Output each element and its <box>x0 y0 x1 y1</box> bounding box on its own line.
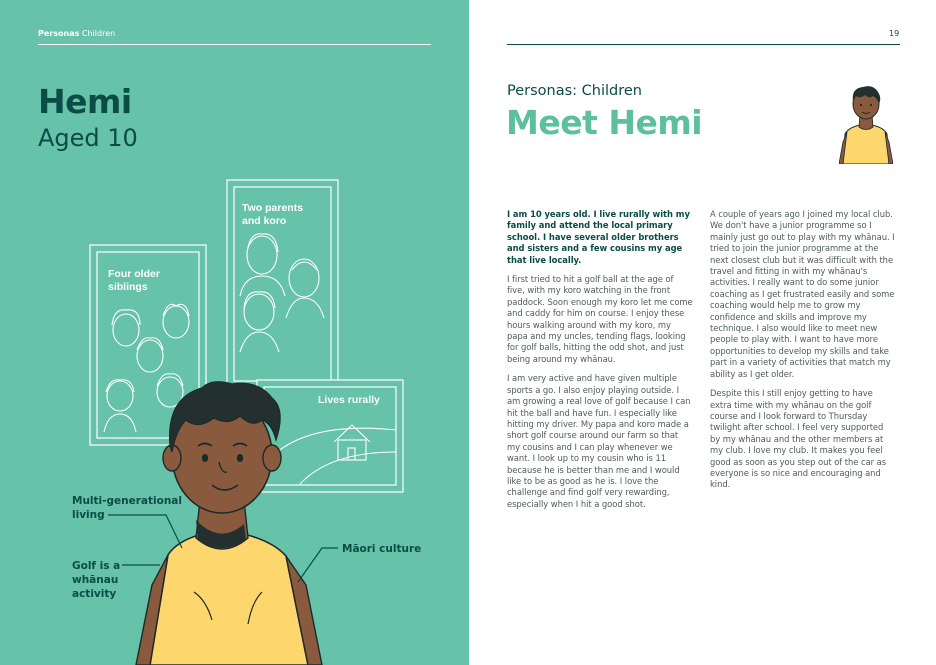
paragraph-club: A couple of years ago I joined my local club. We don't have a junior programme so I mainly just go out to play with my whānau. I tried to join the junior programme at the next closest club but it was difficult with the travel and fitting in with my whānau's activities. I really want to do some junior coaching as I get frustrated easily and some coaching would help me to grow my confidence and skills and improve my technique. I also would like to meet new people to play with. I want to have more opportunities to develop my skills and take part in a variety of activities that match my ability as I get older. <box>710 209 895 379</box>
frame-siblings-line1: Four older <box>108 268 160 280</box>
paragraph-support: Despite this I still enjoy getting to have extra time with my whānau on the golf course and I look forward to Thursday twilight after school. I feel very supported by my whānau and the other members at my club. I love my club. It makes you feel good as soon as you step out of the car as everyone is so nice and encouraging and kind. <box>710 388 887 490</box>
callout-multigenerational: Multi-generational living <box>72 495 182 521</box>
frame-siblings-line2: siblings <box>108 281 148 293</box>
persona-name: Hemi <box>38 82 132 121</box>
frame-rural-label: Lives rurally <box>318 394 380 406</box>
callout-golf-whanau: Golf is a whānau activity <box>72 560 121 600</box>
persona-age: Aged 10 <box>38 124 138 152</box>
right-page <box>469 0 936 665</box>
frame-rural <box>257 380 403 492</box>
callout-maori-culture: Māori culture <box>342 543 422 555</box>
section-kicker: Personas: Children <box>507 83 642 99</box>
body-column-2 <box>710 209 896 499</box>
paragraph-active: I am very active and have given multiple sports a go. I also enjoy playing outside. I am growing a real love of golf because I can hit the ball and have fun. I especially like hitting my driver. My papa and koro made a short golf course around our farm so that my cousins and I can play whenever we want. I look up to my cousin who is 11 because he is better than me and I would like to be as good as he is. I love the challenge and find golf very rewarding, especially when I hit a good shot. <box>507 373 691 509</box>
frame-parents-line2: and koro <box>242 215 287 227</box>
header-rule <box>507 44 900 45</box>
frame-parents <box>227 180 338 388</box>
running-header-section: Personas <box>38 29 80 38</box>
callout-line-culture <box>298 548 338 582</box>
frame-parents-label <box>242 202 306 227</box>
page-number: 19 <box>889 29 900 38</box>
intro-paragraph: I am 10 years old. I live rurally with my family and attend the local primary school. I have several older brothers and sisters and a few cousins my age that live locally. <box>507 209 690 265</box>
body-column-1 <box>507 209 693 518</box>
running-header-subsection: Children <box>81 29 116 38</box>
paragraph-first-golf: I first tried to hit a golf ball at the age of five, with my koro watching in the front paddock. Soon enough my koro let me come and caddy for him on course. I enjoy these hours walking around with my koro, my papa and my uncles, tending flags, looking for golf balls, hitting the odd shot, and just being around my whānau. <box>507 274 693 364</box>
hemi-avatar <box>839 84 893 164</box>
frame-parents-line1: Two parents <box>242 202 304 214</box>
page-title: Meet Hemi <box>506 103 703 142</box>
